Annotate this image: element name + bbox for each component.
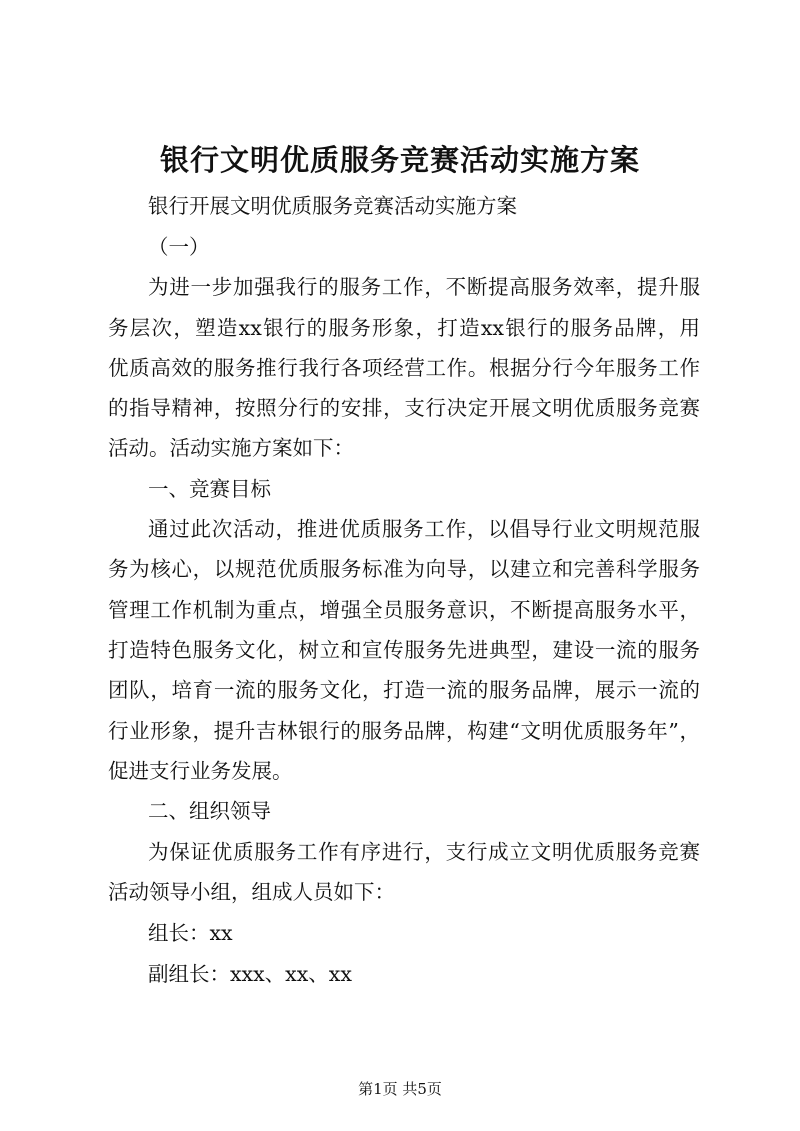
leader-line: 组长：xx — [148, 921, 233, 945]
paragraph-line: 活动。活动实施方案如下： — [108, 436, 354, 460]
paragraph-line: 通过此次活动，推进优质服务工作，以倡导行业文明规范服 — [148, 517, 700, 541]
deputy-leader-line: 副组长：xxx、xx、xx — [148, 962, 352, 986]
section-heading: 二、组织领导 — [148, 799, 271, 823]
paragraph-line: 打造特色服务文化，树立和宣传服务先进典型，建设一流的服务 — [108, 638, 700, 662]
part-marker: （一） — [148, 235, 210, 259]
paragraph-line: 的指导精神，按照分行的安排，支行决定开展文明优质服务竞赛 — [108, 396, 700, 420]
paragraph-line: 活动领导小组，组成人员如下： — [108, 880, 395, 904]
paragraph-line: 为进一步加强我行的服务工作，不断提高服务效率，提升服 — [148, 275, 700, 299]
subtitle: 银行开展文明优质服务竞赛活动实施方案 — [148, 194, 517, 218]
paragraph-line: 管理工作机制为重点，增强全员服务意识，不断提高服务水平， — [108, 598, 700, 622]
page-footer: 第1页 共5页 — [358, 1080, 442, 1098]
paragraph-line: 务层次，塑造xx银行的服务形象，打造xx银行的服务品牌，用 — [108, 316, 700, 340]
paragraph-line: 为保证优质服务工作有序进行，支行成立文明优质服务竞赛 — [148, 840, 700, 864]
section-heading: 一、竞赛目标 — [148, 477, 271, 501]
paragraph-line: 行业形象，提升吉林银行的服务品牌，构建“文明优质服务年”， — [108, 719, 700, 743]
document-title: 银行文明优质服务竞赛活动实施方案 — [159, 143, 640, 177]
paragraph-line: 优质高效的服务推行我行各项经营工作。根据分行今年服务工作 — [108, 356, 700, 380]
paragraph-line: 团队，培育一流的服务文化，打造一流的服务品牌，展示一流的 — [108, 678, 700, 702]
paragraph-line: 促进支行业务发展。 — [108, 759, 293, 783]
paragraph-line: 务为核心，以规范优质服务标准为向导，以建立和完善科学服务 — [108, 557, 700, 581]
